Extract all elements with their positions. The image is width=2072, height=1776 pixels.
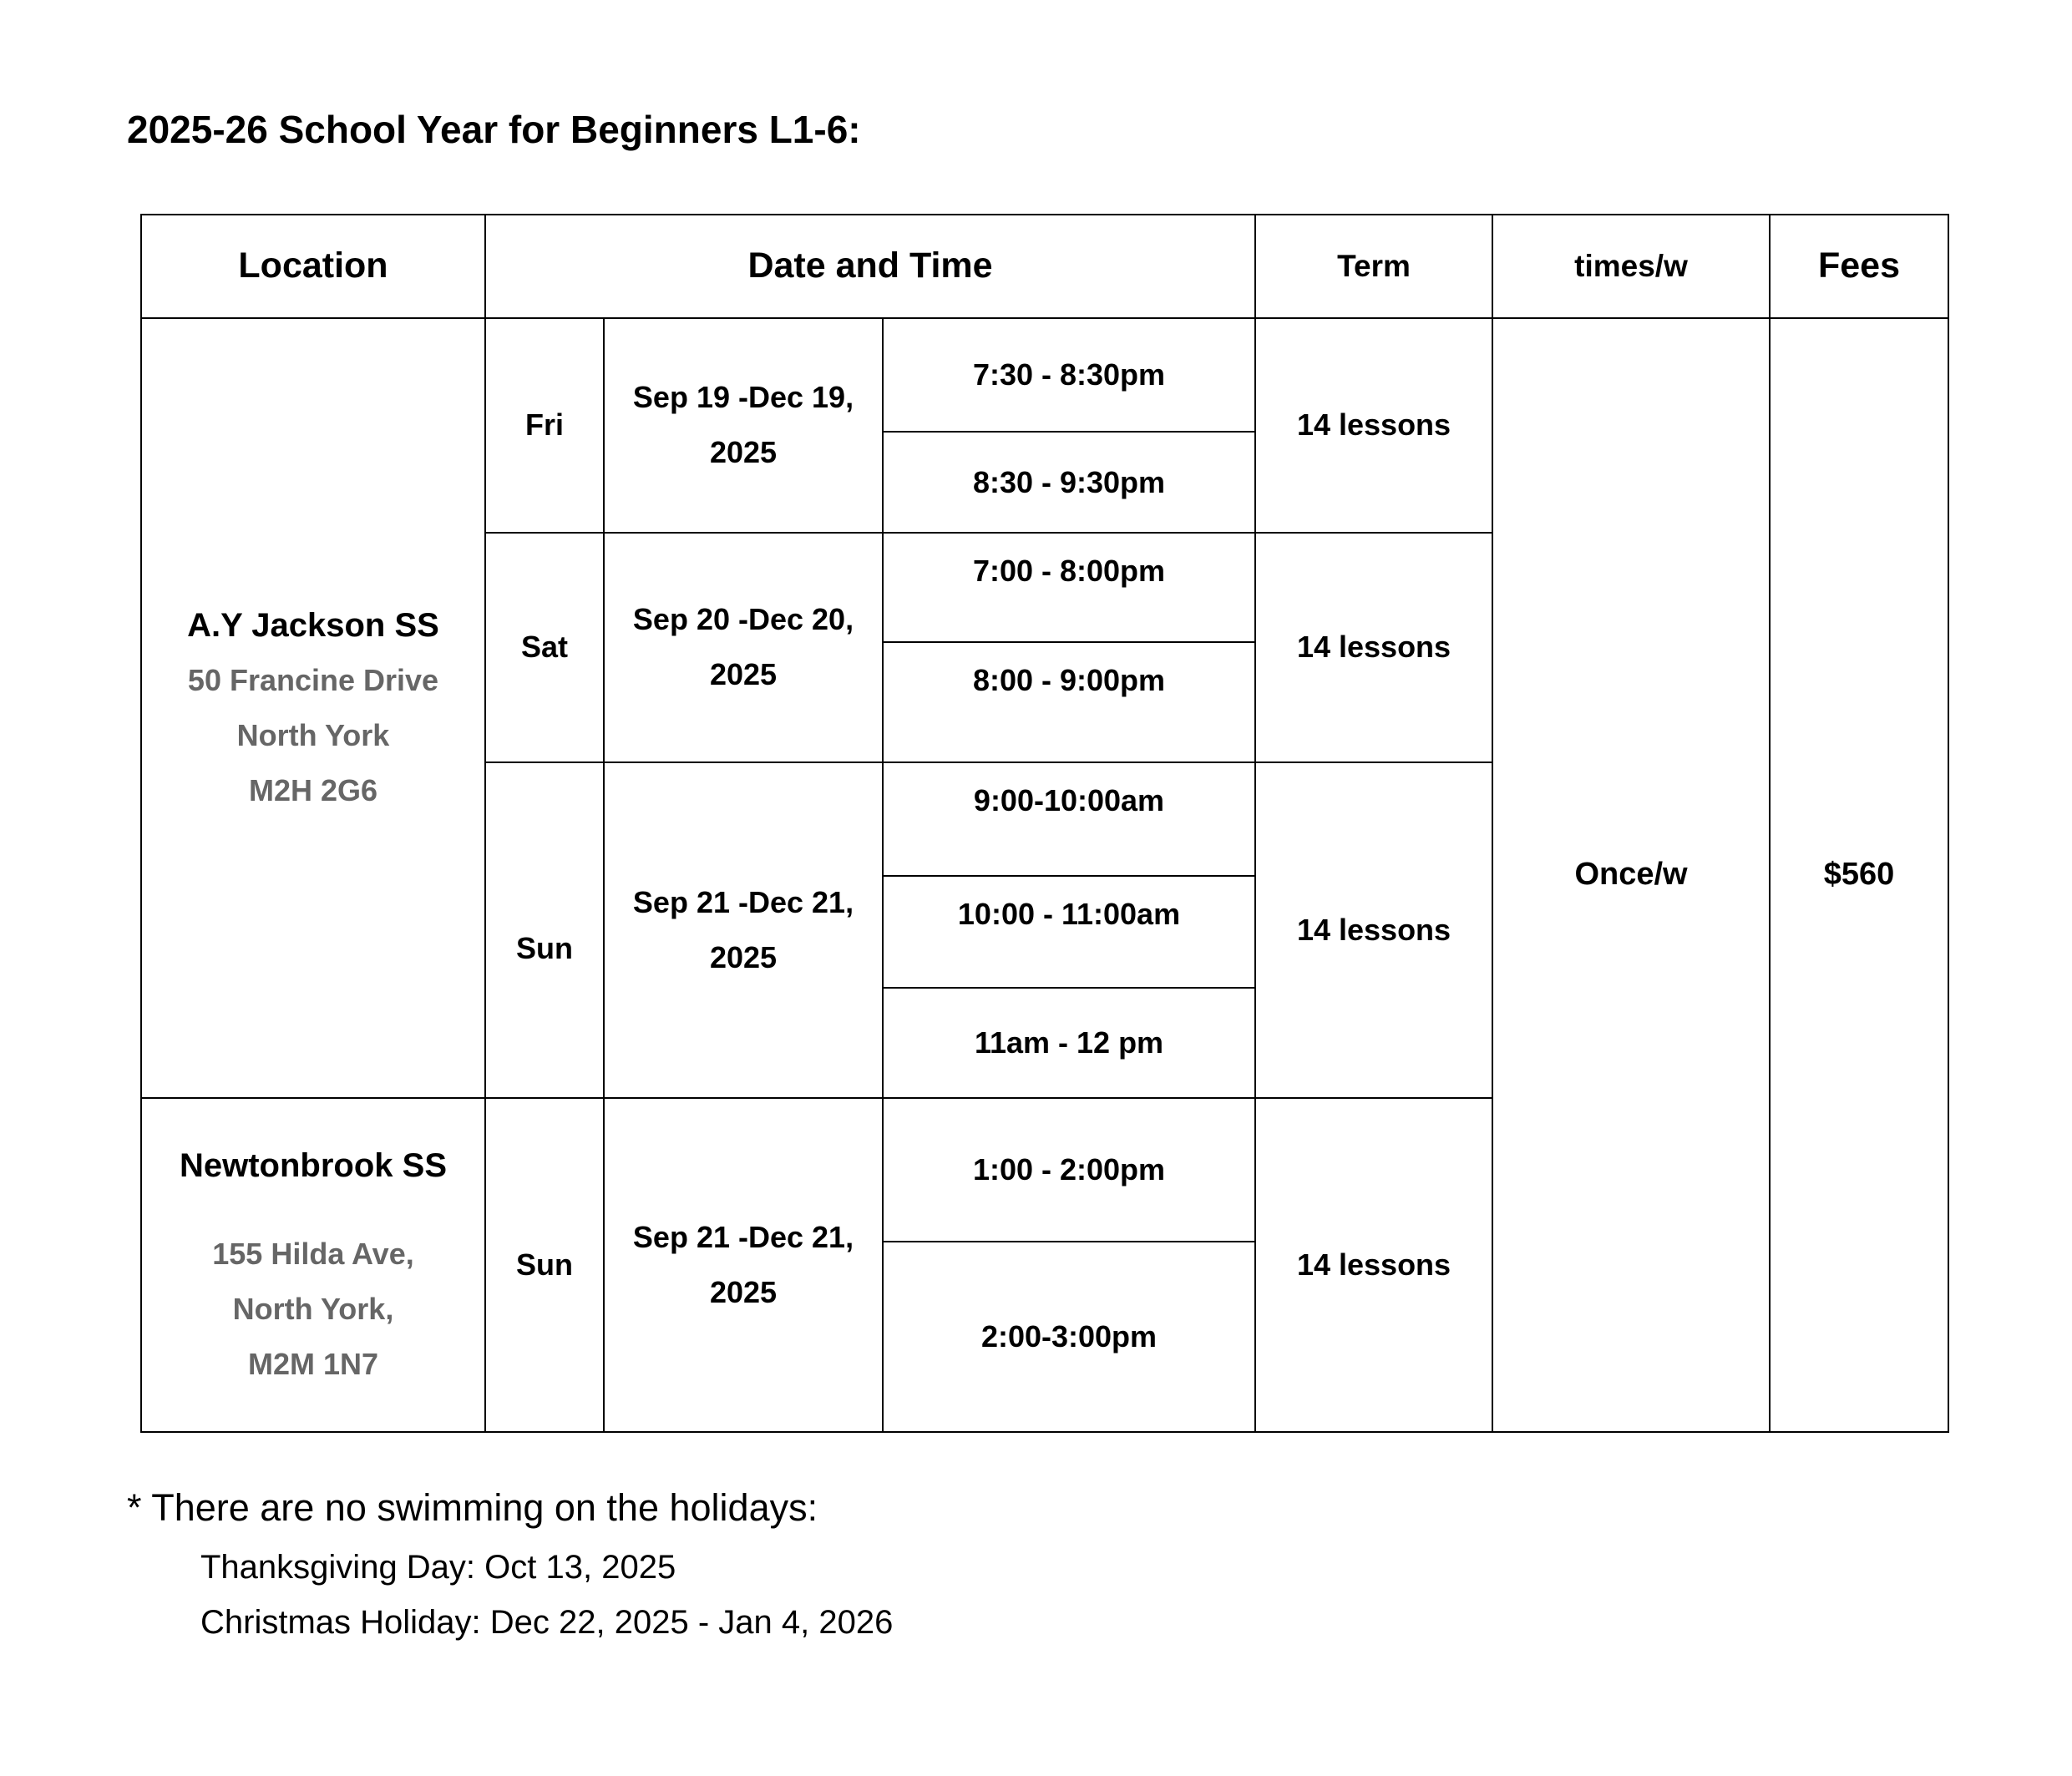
- date-range-year: 2025: [709, 940, 778, 975]
- term-cell: 14 lessons: [1255, 762, 1492, 1098]
- time-slot: 10:00 - 11:00am: [883, 876, 1255, 989]
- location-address-line: M2M 1N7: [247, 1347, 379, 1381]
- date-range-cell: [604, 533, 883, 762]
- date-range-cell: [604, 318, 883, 533]
- time-slot: 7:30 - 8:30pm: [883, 318, 1255, 433]
- date-range-cell: [604, 762, 883, 1098]
- location-address-line: M2H 2G6: [248, 772, 378, 807]
- date-range-year: 2025: [709, 435, 778, 470]
- holiday-note-heading: * There are no swimming on the holidays:: [127, 1486, 818, 1529]
- header-fees: Fees: [1770, 215, 1948, 318]
- header-term: Term: [1255, 215, 1492, 318]
- term-cell: 14 lessons: [1255, 1098, 1492, 1432]
- location-name: Newtonbrook SS: [179, 1147, 448, 1184]
- date-range-line: Sep 21 -Dec 21,: [632, 885, 854, 920]
- location-cell-newtonbrook: [141, 1098, 485, 1432]
- term-cell: 14 lessons: [1255, 533, 1492, 762]
- header-date-time: Date and Time: [485, 215, 1255, 318]
- time-slot: 8:30 - 9:30pm: [883, 432, 1255, 533]
- time-slot: 1:00 - 2:00pm: [883, 1098, 1255, 1242]
- table-row: [141, 318, 1948, 433]
- location-cell-ay-jackson: [141, 318, 485, 1098]
- time-slot: 7:00 - 8:00pm: [883, 533, 1255, 643]
- date-range-cell: [604, 1098, 883, 1432]
- fees-cell: $560: [1770, 318, 1948, 1432]
- location-name: A.Y Jackson SS: [187, 606, 439, 644]
- day-cell: Fri: [485, 318, 604, 533]
- time-slot: 2:00-3:00pm: [883, 1242, 1255, 1432]
- date-range-line: Sep 20 -Dec 20,: [632, 602, 854, 637]
- location-address-line: 50 Francine Drive: [187, 662, 439, 697]
- holiday-note-item: Christmas Holiday: Dec 22, 2025 - Jan 4, 2026: [200, 1604, 894, 1641]
- schedule-table: [140, 214, 1949, 1433]
- table-header-row: [141, 215, 1948, 318]
- date-range-year: 2025: [709, 1275, 778, 1309]
- holiday-note-item: Thanksgiving Day: Oct 13, 2025: [200, 1549, 676, 1586]
- times-per-week-cell: Once/w: [1492, 318, 1770, 1432]
- page-title: 2025-26 School Year for Beginners L1-6:: [127, 108, 861, 151]
- location-address-line: North York,: [232, 1292, 394, 1326]
- term-cell: 14 lessons: [1255, 318, 1492, 533]
- time-slot: 11am - 12 pm: [883, 988, 1255, 1098]
- location-address-line: North York: [236, 717, 390, 752]
- day-cell: Sun: [485, 1098, 604, 1432]
- time-slot: 8:00 - 9:00pm: [883, 642, 1255, 762]
- header-location: Location: [141, 215, 485, 318]
- location-address-line: 155 Hilda Ave,: [212, 1237, 414, 1271]
- day-cell: Sun: [485, 762, 604, 1098]
- date-range-line: Sep 19 -Dec 19,: [632, 380, 854, 415]
- header-times-per-week: times/w: [1492, 215, 1770, 318]
- date-range-year: 2025: [709, 657, 778, 692]
- time-slot: 9:00-10:00am: [883, 762, 1255, 876]
- date-range-line: Sep 21 -Dec 21,: [632, 1220, 854, 1254]
- day-cell: Sat: [485, 533, 604, 762]
